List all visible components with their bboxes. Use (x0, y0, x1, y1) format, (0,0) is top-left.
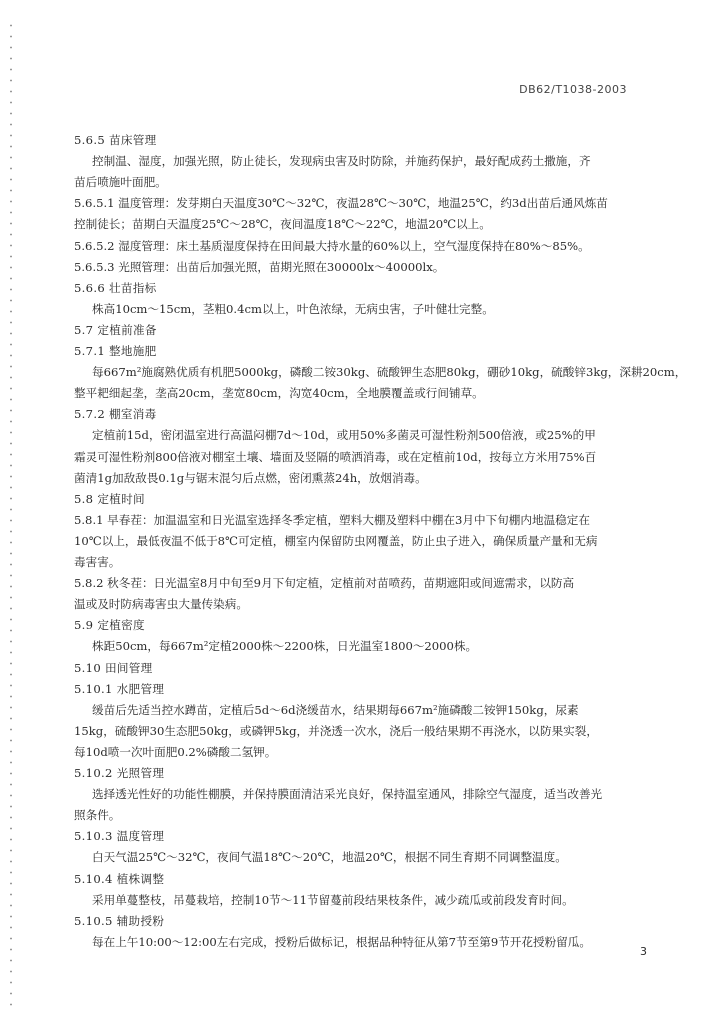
paragraph-line: 5.8.1 早春茬：加温温室和日光温室选择冬季定植，塑料大棚及塑料中棚在3月中下旬棚内地温稳定在 (74, 512, 590, 527)
paragraph-line: 苗后喷施叶面肥。 (74, 175, 167, 190)
section-heading: 5.10 田间管理 (74, 660, 153, 675)
paragraph-line: 5.6.5.2 湿度管理：床土基质湿度保持在田间最大持水量的60%以上，空气湿度保持在80%～85%。 (74, 238, 590, 253)
paragraph-line: 定植前15d，密闭温室进行高温闷棚7d～10d，或用50%多菌灵可湿性粉剂500倍液，或25%的甲 (92, 428, 596, 443)
page-number: 3 (640, 945, 647, 958)
document-code: DB62/T1038-2003 (519, 83, 627, 96)
paragraph-line: 白天气温25℃～32℃，夜间气温18℃～20℃，地温20℃，根据不同生育期不同调整温度。 (92, 850, 567, 865)
paragraph-line: 菌清1g加敌敌畏0.1g与锯末混匀后点燃，密闭熏蒸24h，放烟消毒。 (74, 470, 427, 485)
paragraph-line: 株高10cm～15cm，茎粗0.4cm以上，叶色浓绿，无病虫害，子叶健壮完整。 (92, 301, 494, 316)
paragraph-line: 控制徒长；苗期白天温度25℃～28℃，夜间温度18℃～22℃，地温20℃以上。 (74, 217, 491, 232)
section-heading: 5.7.2 棚室消毒 (74, 407, 157, 422)
section-heading: 5.10.1 水肥管理 (74, 681, 165, 696)
paragraph-line: 每667m²施腐熟优质有机肥5000kg，磷酸二铵30kg、硫酸钾生态肥80kg，硼砂10kg，硫酸锌3kg，深耕20cm， (92, 365, 687, 380)
paragraph-line: 整平耙细起垄，垄高20cm，垄宽80cm，沟宽40cm，全地膜覆盖或行间铺草。 (74, 386, 484, 401)
section-heading: 5.10.3 温度管理 (74, 829, 165, 844)
paragraph-line: 缓苗后先适当控水蹲苗，定植后5d～6d浇缓苗水，结果期每667m²施磷酸二铵钾150kg，尿素 (92, 702, 579, 717)
section-heading: 5.6.5 苗床管理 (74, 133, 157, 147)
paragraph-line: 霜灵可湿性粉剂800倍液对棚室土壤、墙面及竖隔的喷洒消毒，或在定植前10d，按每立方米用75%百 (74, 449, 597, 464)
paragraph-line: 选择透光性好的功能性棚膜，并保持膜面清洁采光良好，保持温室通风，排除空气湿度，适当改善光 (92, 787, 603, 802)
paragraph-line: 5.6.5.3 光照管理：出苗后加强光照，苗期光照在30000lx～40000lx。 (74, 259, 445, 274)
paragraph-line: 采用单蔓整枝，吊蔓栽培，控制10节～11节留蔓前段结果枝条件，减少疏瓜或前段发育时间。 (92, 892, 574, 907)
paragraph-line: 每在上午10:00～12:00左右完成，授粉后做标记，根据品种特征从第7节至第9节开花授粉留瓜。 (92, 934, 591, 949)
paragraph-line: 5.8.2 秋冬茬：日光温室8月中旬至9月下旬定植，定植前对苗喷药，苗期遮阳或间遮需求，以防高 (74, 576, 575, 591)
section-heading: 5.10.2 光照管理 (74, 766, 165, 780)
section-heading: 5.8 定植时间 (74, 491, 145, 506)
paragraph-line: 每10d喷一次叶面肥0.2%磷酸二氢钾。 (74, 744, 277, 759)
paragraph-line: 5.6.5.1 温度管理：发芽期白天温度30℃～32℃，夜温28℃～30℃，地温25℃，约3d出苗后通风炼苗 (74, 196, 608, 211)
paragraph-line: 照条件。 (74, 808, 121, 823)
paragraph-line: 温或及时防病毒害虫大量传染病。 (74, 597, 248, 612)
section-heading: 5.9 定植密度 (74, 618, 145, 633)
paragraph-line: 控制温、湿度，加强光照，防止徒长，发现病虫害及时防除，并施药保护，最好配成药土撒施，齐 (92, 154, 591, 169)
section-heading: 5.10.5 辅助授粉 (74, 913, 165, 928)
section-heading: 5.6.6 壮苗指标 (74, 280, 157, 295)
paragraph-line: 15kg，硫酸钾30生态肥50kg，或磷钾5kg，并浇透一次水，浇后一般结果期不再浇水，以防果实裂， (74, 723, 598, 738)
section-heading: 5.7.1 整地施肥 (74, 344, 157, 358)
section-heading: 5.10.4 植株调整 (74, 871, 165, 886)
paragraph-line: 株距50cm，每667m²定植2000株～2200株，日光温室1800～2000株。 (92, 639, 478, 654)
paragraph-line: 10℃以上，最低夜温不低于8℃可定植，棚室内保留防虫网覆盖，防止虫子进入，确保质量产量和无病 (74, 533, 598, 548)
section-heading: 5.7 定植前准备 (74, 322, 157, 337)
paragraph-line: 毒害害。 (74, 555, 121, 569)
binding-margin-dots (10, 20, 12, 1010)
